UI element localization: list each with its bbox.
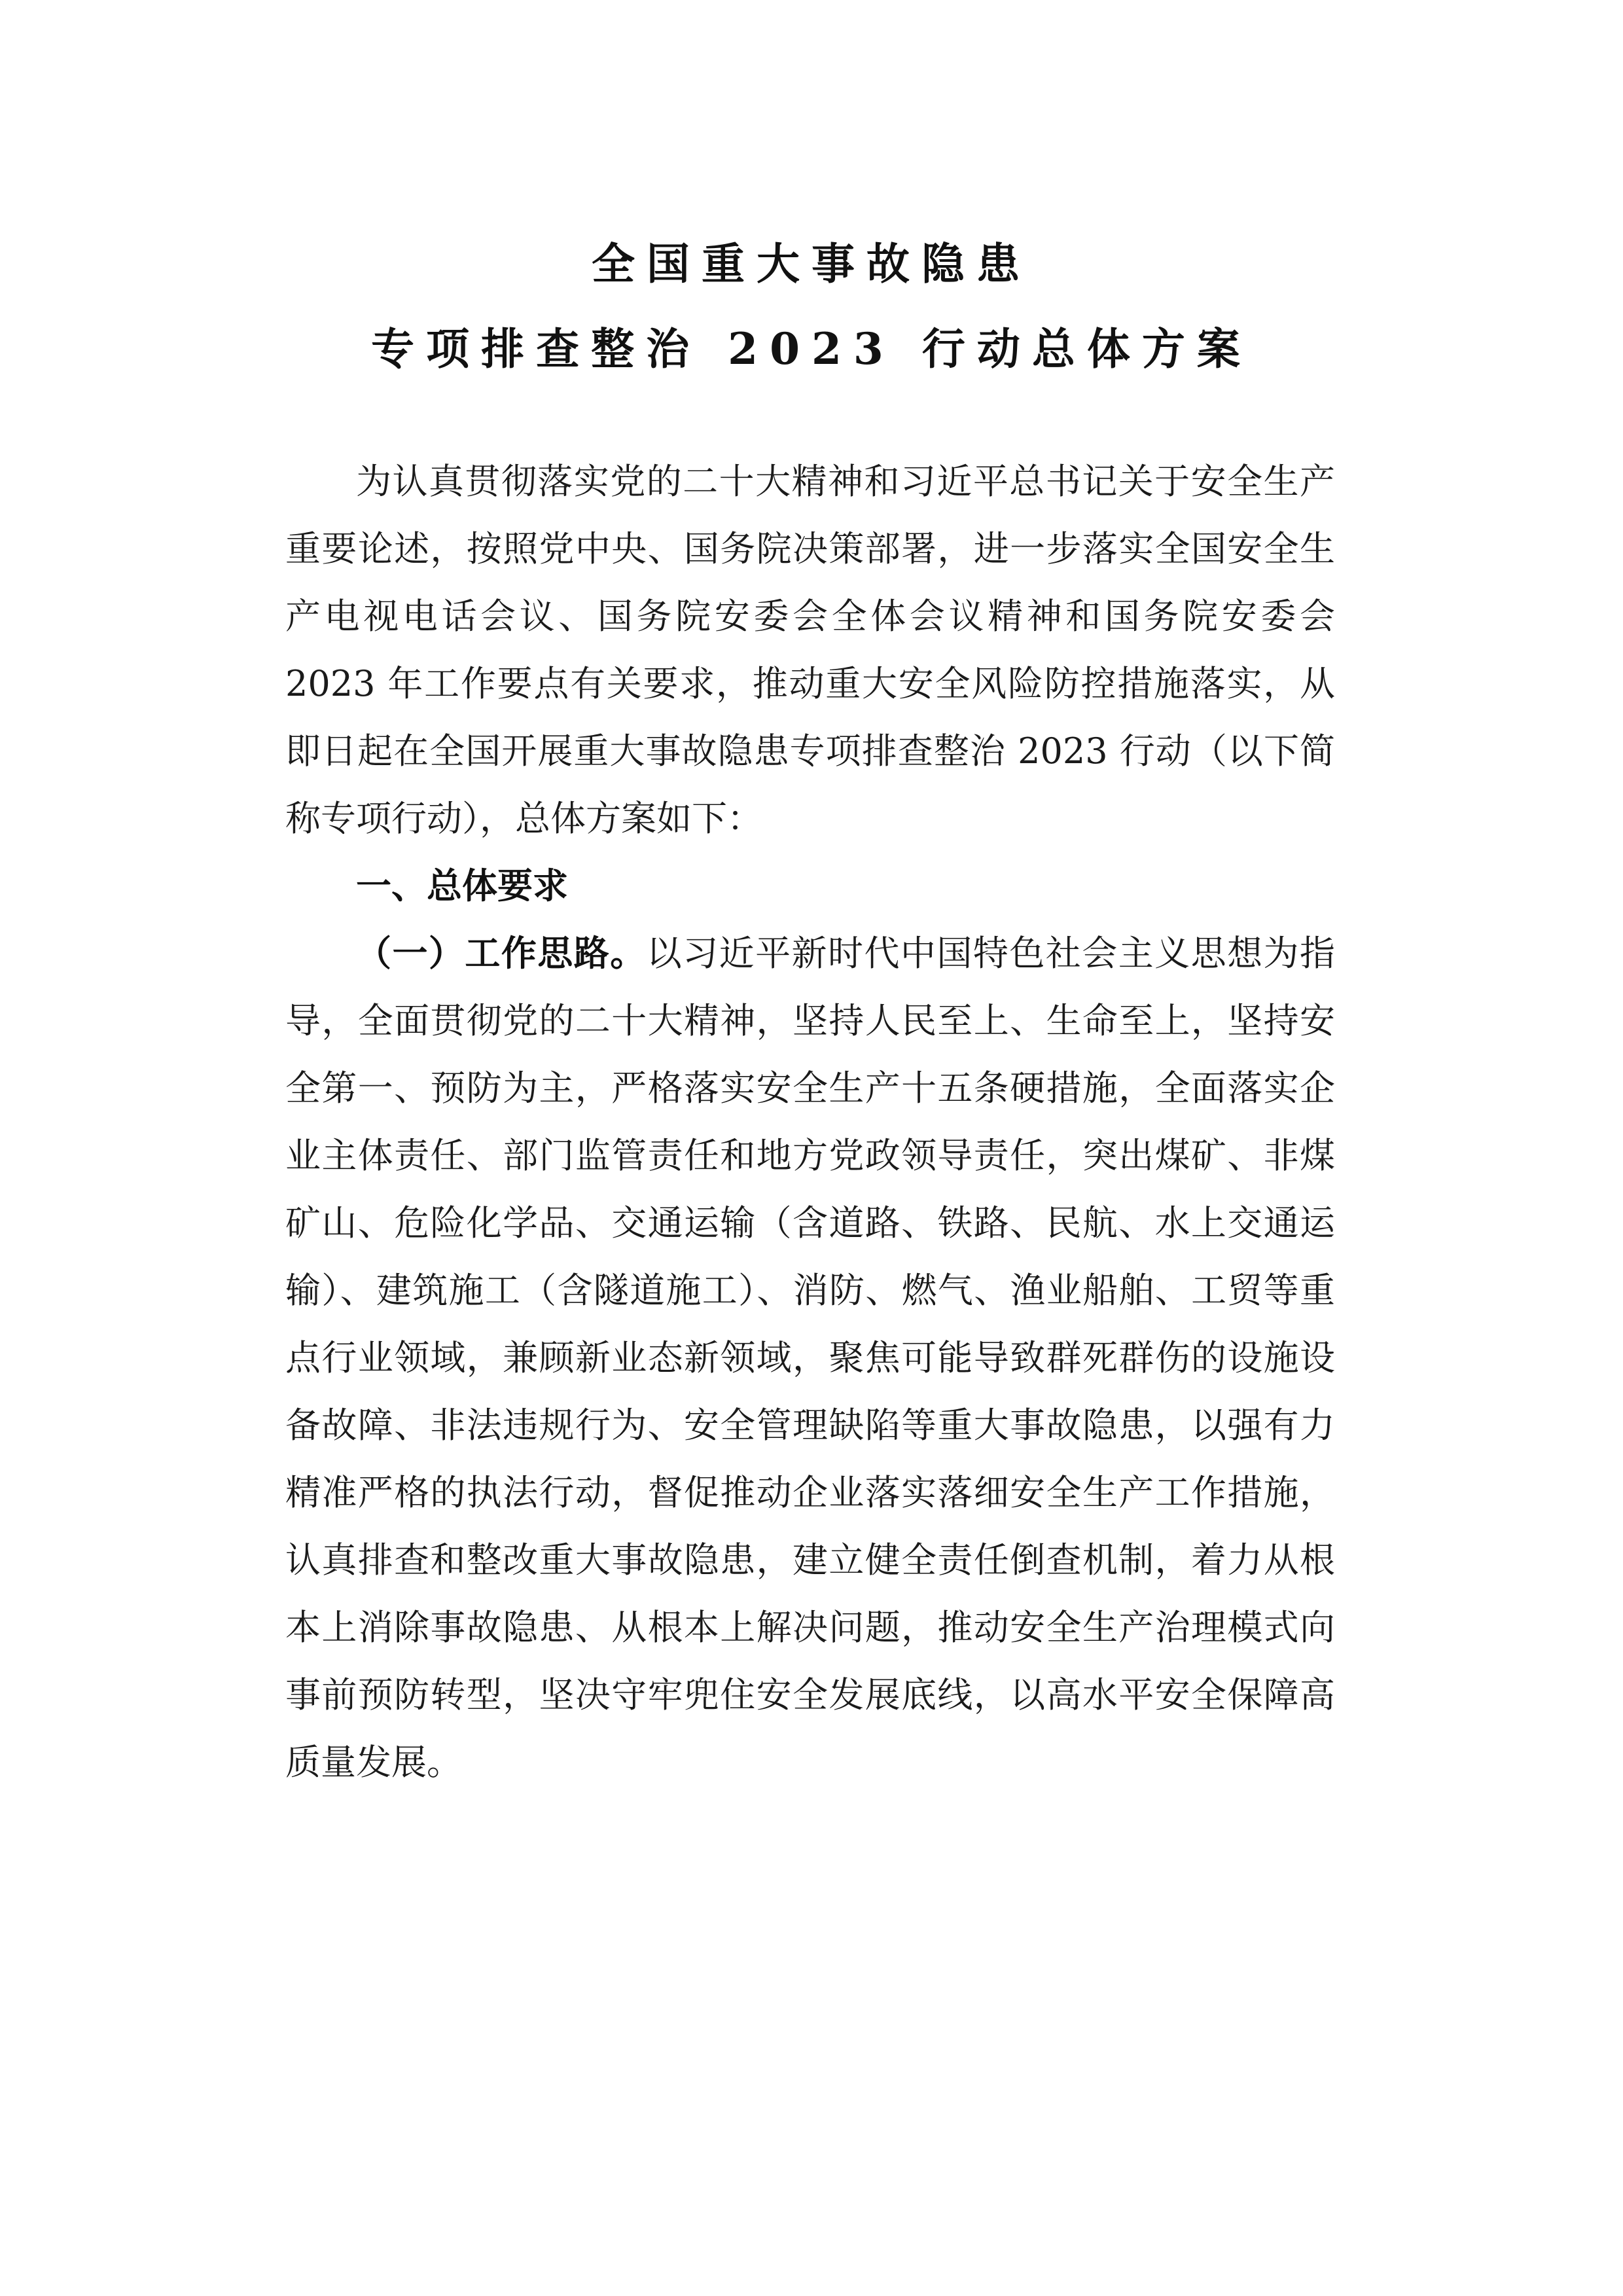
subsection-paragraph — [285, 920, 1335, 1796]
title-line-1: 全国重大事故隐患 — [592, 238, 1031, 289]
subsection-text: 以习近平新时代中国特色社会主义思想为指导，全面贯彻党的二十大精神，坚持人民至上、生命至上，坚持安全第一、预防为主，严格落实安全生产十五条硬措施，全面落实企业主体责任、部门监管责任和地方党政领导责任，突出煤矿、非煤矿山、危险化学品、交通运输（含道路、铁路、民航、水上交通运输）、建筑施工（含隧道施工）、消防、燃气、渔业船舶、工贸等重点行业领域，兼顾新业态新领域，聚焦可能导致群死群伤的设施设备故障、非法违规行为、安全管理缺陷等重大事故隐患，以强有力精准严格的执法行动，督促推动企业落实落细安全生产工作措施，认真排查和整改重大事故隐患，建立健全责任倒查机制，着力从根本上消除事故隐患、从根本上解决问题，推动安全生产治理模式向事前预防转型，坚决守牢兜住安全发展底线，以高水平安全保障高质量发展。 — [285, 933, 1336, 1783]
document-title — [0, 232, 1623, 403]
document-body — [285, 448, 1335, 1796]
intro-paragraph: 为认真贯彻落实党的二十大精神和习近平总书记关于安全生产重要论述，按照党中央、国务院决策部署，进一步落实全国安全生产电视电话会议、国务院安委会全体会议精神和国务院安委会 2023 年工作要点有关要求，推动重大安全风险防控措施落实，从即日起在全国开展重大事故隐患专项排查整治 2023 行动（以下简称专项行动），总体方案如下： — [285, 461, 1335, 839]
title-line-2: 专项排查整治 2023 行动总体方案 — [371, 323, 1252, 374]
section-heading: 一、总体要求 — [356, 865, 568, 906]
subsection-heading: （一）工作思路。 — [356, 933, 647, 974]
